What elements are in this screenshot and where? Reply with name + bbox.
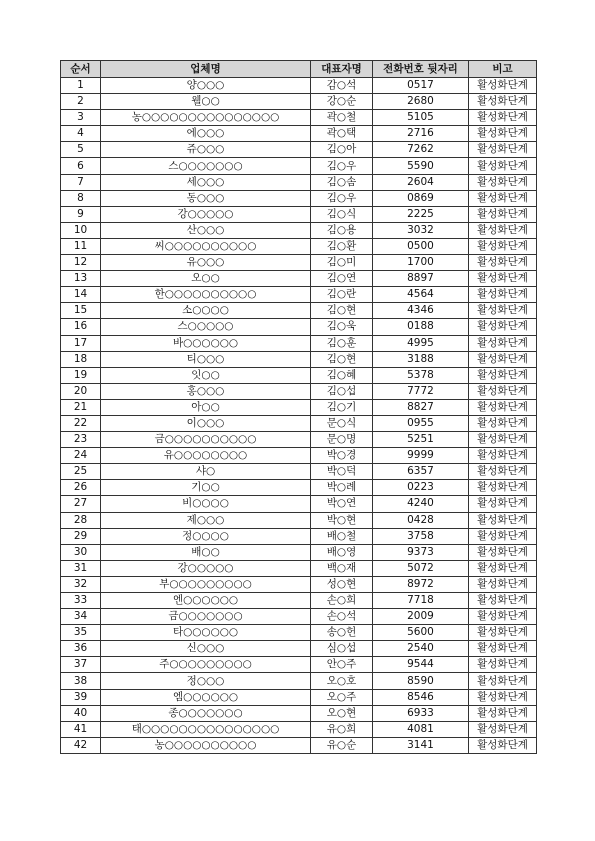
cell-company-name: 배○○ bbox=[101, 544, 311, 560]
cell-company-name: 강○○○○○ bbox=[101, 560, 311, 576]
cell-phone-last-digits: 4346 bbox=[373, 303, 469, 319]
cell-order: 24 bbox=[61, 448, 101, 464]
cell-remarks: 활성화단계 bbox=[469, 303, 537, 319]
cell-remarks: 활성화단계 bbox=[469, 657, 537, 673]
cell-representative: 오○현 bbox=[311, 705, 373, 721]
table-row bbox=[61, 576, 537, 592]
header-order: 순서 bbox=[61, 61, 101, 78]
cell-phone-last-digits: 4240 bbox=[373, 496, 469, 512]
cell-company-name: 부○○○○○○○○○ bbox=[101, 576, 311, 592]
table-row bbox=[61, 721, 537, 737]
cell-company-name: 씨○○○○○○○○○○ bbox=[101, 238, 311, 254]
cell-phone-last-digits: 7772 bbox=[373, 383, 469, 399]
cell-representative: 김○란 bbox=[311, 287, 373, 303]
cell-representative: 곽○철 bbox=[311, 110, 373, 126]
cell-phone-last-digits: 0188 bbox=[373, 319, 469, 335]
cell-representative: 유○순 bbox=[311, 737, 373, 753]
table-row bbox=[61, 689, 537, 705]
cell-phone-last-digits: 0869 bbox=[373, 190, 469, 206]
cell-representative: 오○호 bbox=[311, 673, 373, 689]
table-row bbox=[61, 78, 537, 94]
cell-order: 10 bbox=[61, 222, 101, 238]
cell-phone-last-digits: 5378 bbox=[373, 367, 469, 383]
header-phone-last-digits: 전화번호 뒷자리 bbox=[373, 61, 469, 78]
cell-representative: 김○용 bbox=[311, 222, 373, 238]
cell-representative: 유○희 bbox=[311, 721, 373, 737]
cell-order: 15 bbox=[61, 303, 101, 319]
cell-order: 23 bbox=[61, 432, 101, 448]
business-list-table bbox=[60, 60, 537, 754]
cell-order: 35 bbox=[61, 625, 101, 641]
cell-representative: 성○현 bbox=[311, 576, 373, 592]
cell-company-name: 홍○○○ bbox=[101, 383, 311, 399]
cell-phone-last-digits: 2225 bbox=[373, 206, 469, 222]
cell-remarks: 활성화단계 bbox=[469, 94, 537, 110]
cell-company-name: 타○○○○○○ bbox=[101, 625, 311, 641]
table-row bbox=[61, 206, 537, 222]
header-representative: 대표자명 bbox=[311, 61, 373, 78]
cell-remarks: 활성화단계 bbox=[469, 641, 537, 657]
cell-order: 18 bbox=[61, 351, 101, 367]
cell-remarks: 활성화단계 bbox=[469, 512, 537, 528]
cell-order: 1 bbox=[61, 78, 101, 94]
cell-remarks: 활성화단계 bbox=[469, 351, 537, 367]
cell-order: 30 bbox=[61, 544, 101, 560]
cell-order: 22 bbox=[61, 415, 101, 431]
table-row bbox=[61, 657, 537, 673]
cell-order: 37 bbox=[61, 657, 101, 673]
cell-representative: 박○연 bbox=[311, 496, 373, 512]
cell-representative: 배○철 bbox=[311, 528, 373, 544]
cell-order: 31 bbox=[61, 560, 101, 576]
table-header bbox=[61, 61, 537, 78]
cell-remarks: 활성화단계 bbox=[469, 528, 537, 544]
cell-order: 21 bbox=[61, 399, 101, 415]
cell-phone-last-digits: 6933 bbox=[373, 705, 469, 721]
cell-representative: 김○솜 bbox=[311, 174, 373, 190]
cell-order: 34 bbox=[61, 609, 101, 625]
cell-company-name: 바○○○○○○ bbox=[101, 335, 311, 351]
table-row bbox=[61, 560, 537, 576]
cell-remarks: 활성화단계 bbox=[469, 287, 537, 303]
cell-representative: 문○명 bbox=[311, 432, 373, 448]
cell-order: 32 bbox=[61, 576, 101, 592]
table-row bbox=[61, 238, 537, 254]
cell-company-name: 산○○○ bbox=[101, 222, 311, 238]
cell-remarks: 활성화단계 bbox=[469, 174, 537, 190]
cell-remarks: 활성화단계 bbox=[469, 432, 537, 448]
cell-remarks: 활성화단계 bbox=[469, 206, 537, 222]
table-row bbox=[61, 609, 537, 625]
cell-representative: 안○주 bbox=[311, 657, 373, 673]
cell-phone-last-digits: 2540 bbox=[373, 641, 469, 657]
cell-order: 2 bbox=[61, 94, 101, 110]
cell-representative: 김○욱 bbox=[311, 319, 373, 335]
cell-phone-last-digits: 5590 bbox=[373, 158, 469, 174]
table-row bbox=[61, 303, 537, 319]
cell-company-name: 종○○○○○○○ bbox=[101, 705, 311, 721]
table-row bbox=[61, 335, 537, 351]
cell-company-name: 정○○○○ bbox=[101, 528, 311, 544]
cell-order: 6 bbox=[61, 158, 101, 174]
cell-remarks: 활성화단계 bbox=[469, 705, 537, 721]
table-row bbox=[61, 528, 537, 544]
cell-order: 13 bbox=[61, 271, 101, 287]
cell-remarks: 활성화단계 bbox=[469, 238, 537, 254]
cell-company-name: 태○○○○○○○○○○○○○○○ bbox=[101, 721, 311, 737]
cell-remarks: 활성화단계 bbox=[469, 544, 537, 560]
cell-company-name: 엔○○○○○○ bbox=[101, 593, 311, 609]
cell-order: 7 bbox=[61, 174, 101, 190]
cell-company-name: 신○○○ bbox=[101, 641, 311, 657]
cell-company-name: 동○○○ bbox=[101, 190, 311, 206]
cell-remarks: 활성화단계 bbox=[469, 480, 537, 496]
cell-representative: 문○식 bbox=[311, 415, 373, 431]
cell-company-name: 정○○○ bbox=[101, 673, 311, 689]
cell-remarks: 활성화단계 bbox=[469, 689, 537, 705]
cell-representative: 박○경 bbox=[311, 448, 373, 464]
cell-company-name: 이○○○ bbox=[101, 415, 311, 431]
cell-remarks: 활성화단계 bbox=[469, 142, 537, 158]
cell-remarks: 활성화단계 bbox=[469, 721, 537, 737]
cell-order: 33 bbox=[61, 593, 101, 609]
cell-representative: 곽○택 bbox=[311, 126, 373, 142]
cell-remarks: 활성화단계 bbox=[469, 737, 537, 753]
cell-representative: 박○례 bbox=[311, 480, 373, 496]
table-row bbox=[61, 94, 537, 110]
cell-representative: 오○주 bbox=[311, 689, 373, 705]
cell-phone-last-digits: 6357 bbox=[373, 464, 469, 480]
cell-company-name: 엠○○○○○○ bbox=[101, 689, 311, 705]
cell-representative: 김○미 bbox=[311, 255, 373, 271]
cell-representative: 손○희 bbox=[311, 593, 373, 609]
cell-phone-last-digits: 9999 bbox=[373, 448, 469, 464]
cell-order: 26 bbox=[61, 480, 101, 496]
cell-remarks: 활성화단계 bbox=[469, 496, 537, 512]
cell-representative: 감○석 bbox=[311, 78, 373, 94]
table-row bbox=[61, 367, 537, 383]
cell-company-name: 유○○○○○○○○ bbox=[101, 448, 311, 464]
cell-remarks: 활성화단계 bbox=[469, 609, 537, 625]
cell-representative: 김○환 bbox=[311, 238, 373, 254]
cell-company-name: 티○○○ bbox=[101, 351, 311, 367]
table-row bbox=[61, 625, 537, 641]
cell-representative: 김○식 bbox=[311, 206, 373, 222]
cell-company-name: 주○○○○○○○○○ bbox=[101, 657, 311, 673]
cell-representative: 배○영 bbox=[311, 544, 373, 560]
cell-order: 14 bbox=[61, 287, 101, 303]
cell-phone-last-digits: 9544 bbox=[373, 657, 469, 673]
cell-company-name: 농○○○○○○○○○○ bbox=[101, 737, 311, 753]
cell-order: 20 bbox=[61, 383, 101, 399]
cell-company-name: 비○○○○ bbox=[101, 496, 311, 512]
cell-phone-last-digits: 1700 bbox=[373, 255, 469, 271]
cell-representative: 심○섭 bbox=[311, 641, 373, 657]
cell-company-name: 강○○○○○ bbox=[101, 206, 311, 222]
cell-order: 3 bbox=[61, 110, 101, 126]
cell-company-name: 소○○○○ bbox=[101, 303, 311, 319]
cell-order: 12 bbox=[61, 255, 101, 271]
table-row bbox=[61, 641, 537, 657]
cell-company-name: 스○○○○○○○ bbox=[101, 158, 311, 174]
cell-representative: 백○재 bbox=[311, 560, 373, 576]
cell-order: 11 bbox=[61, 238, 101, 254]
table-row bbox=[61, 593, 537, 609]
cell-representative: 송○헌 bbox=[311, 625, 373, 641]
cell-remarks: 활성화단계 bbox=[469, 576, 537, 592]
cell-phone-last-digits: 7718 bbox=[373, 593, 469, 609]
cell-remarks: 활성화단계 bbox=[469, 335, 537, 351]
cell-representative: 김○기 bbox=[311, 399, 373, 415]
cell-company-name: 아○○ bbox=[101, 399, 311, 415]
cell-company-name: 에○○○ bbox=[101, 126, 311, 142]
cell-phone-last-digits: 2680 bbox=[373, 94, 469, 110]
cell-remarks: 활성화단계 bbox=[469, 448, 537, 464]
cell-phone-last-digits: 2604 bbox=[373, 174, 469, 190]
cell-order: 8 bbox=[61, 190, 101, 206]
cell-order: 28 bbox=[61, 512, 101, 528]
cell-phone-last-digits: 3032 bbox=[373, 222, 469, 238]
cell-order: 39 bbox=[61, 689, 101, 705]
cell-phone-last-digits: 9373 bbox=[373, 544, 469, 560]
cell-order: 41 bbox=[61, 721, 101, 737]
cell-phone-last-digits: 5251 bbox=[373, 432, 469, 448]
cell-order: 27 bbox=[61, 496, 101, 512]
cell-remarks: 활성화단계 bbox=[469, 415, 537, 431]
cell-company-name: 쥬○○○ bbox=[101, 142, 311, 158]
cell-company-name: 금○○○○○○○○○○ bbox=[101, 432, 311, 448]
cell-representative: 박○덕 bbox=[311, 464, 373, 480]
cell-remarks: 활성화단계 bbox=[469, 593, 537, 609]
table-row bbox=[61, 174, 537, 190]
cell-phone-last-digits: 0955 bbox=[373, 415, 469, 431]
table-row bbox=[61, 271, 537, 287]
cell-remarks: 활성화단계 bbox=[469, 158, 537, 174]
cell-order: 36 bbox=[61, 641, 101, 657]
table-row bbox=[61, 319, 537, 335]
cell-representative: 김○우 bbox=[311, 190, 373, 206]
cell-company-name: 오○○ bbox=[101, 271, 311, 287]
cell-phone-last-digits: 2716 bbox=[373, 126, 469, 142]
table-row bbox=[61, 480, 537, 496]
cell-company-name: 양○○○ bbox=[101, 78, 311, 94]
cell-company-name: 금○○○○○○○ bbox=[101, 609, 311, 625]
table-row bbox=[61, 383, 537, 399]
cell-phone-last-digits: 5600 bbox=[373, 625, 469, 641]
cell-representative: 김○훈 bbox=[311, 335, 373, 351]
cell-representative: 김○현 bbox=[311, 303, 373, 319]
cell-representative: 강○순 bbox=[311, 94, 373, 110]
cell-order: 17 bbox=[61, 335, 101, 351]
cell-remarks: 활성화단계 bbox=[469, 464, 537, 480]
table-row bbox=[61, 705, 537, 721]
cell-company-name: 스○○○○○ bbox=[101, 319, 311, 335]
cell-phone-last-digits: 0517 bbox=[373, 78, 469, 94]
cell-phone-last-digits: 5072 bbox=[373, 560, 469, 576]
table-row bbox=[61, 142, 537, 158]
cell-remarks: 활성화단계 bbox=[469, 271, 537, 287]
cell-remarks: 활성화단계 bbox=[469, 190, 537, 206]
table-body bbox=[61, 78, 537, 754]
table-row bbox=[61, 126, 537, 142]
cell-representative: 김○연 bbox=[311, 271, 373, 287]
cell-representative: 김○아 bbox=[311, 142, 373, 158]
table-row bbox=[61, 222, 537, 238]
cell-order: 5 bbox=[61, 142, 101, 158]
table-row bbox=[61, 110, 537, 126]
cell-remarks: 활성화단계 bbox=[469, 383, 537, 399]
cell-representative: 손○석 bbox=[311, 609, 373, 625]
cell-phone-last-digits: 3188 bbox=[373, 351, 469, 367]
table-row bbox=[61, 255, 537, 271]
cell-phone-last-digits: 3141 bbox=[373, 737, 469, 753]
cell-company-name: 한○○○○○○○○○○ bbox=[101, 287, 311, 303]
cell-order: 4 bbox=[61, 126, 101, 142]
table-row bbox=[61, 512, 537, 528]
cell-phone-last-digits: 0500 bbox=[373, 238, 469, 254]
cell-remarks: 활성화단계 bbox=[469, 78, 537, 94]
cell-phone-last-digits: 0223 bbox=[373, 480, 469, 496]
table-row bbox=[61, 190, 537, 206]
cell-company-name: 제○○○ bbox=[101, 512, 311, 528]
cell-company-name: 샤○ bbox=[101, 464, 311, 480]
cell-order: 38 bbox=[61, 673, 101, 689]
table-row bbox=[61, 464, 537, 480]
header-remarks: 비고 bbox=[469, 61, 537, 78]
cell-phone-last-digits: 4995 bbox=[373, 335, 469, 351]
header-row bbox=[61, 61, 537, 78]
cell-phone-last-digits: 3758 bbox=[373, 528, 469, 544]
cell-phone-last-digits: 4081 bbox=[373, 721, 469, 737]
cell-remarks: 활성화단계 bbox=[469, 110, 537, 126]
cell-representative: 김○현 bbox=[311, 351, 373, 367]
cell-remarks: 활성화단계 bbox=[469, 126, 537, 142]
cell-phone-last-digits: 7262 bbox=[373, 142, 469, 158]
cell-company-name: 잇○○ bbox=[101, 367, 311, 383]
table-row bbox=[61, 287, 537, 303]
cell-order: 19 bbox=[61, 367, 101, 383]
cell-company-name: 세○○○ bbox=[101, 174, 311, 190]
cell-phone-last-digits: 4564 bbox=[373, 287, 469, 303]
cell-remarks: 활성화단계 bbox=[469, 673, 537, 689]
cell-phone-last-digits: 8546 bbox=[373, 689, 469, 705]
cell-phone-last-digits: 5105 bbox=[373, 110, 469, 126]
cell-remarks: 활성화단계 bbox=[469, 625, 537, 641]
header-company-name: 업체명 bbox=[101, 61, 311, 78]
cell-phone-last-digits: 8972 bbox=[373, 576, 469, 592]
table-row bbox=[61, 399, 537, 415]
cell-order: 42 bbox=[61, 737, 101, 753]
cell-phone-last-digits: 8897 bbox=[373, 271, 469, 287]
cell-company-name: 기○○ bbox=[101, 480, 311, 496]
table-row bbox=[61, 496, 537, 512]
cell-order: 29 bbox=[61, 528, 101, 544]
cell-remarks: 활성화단계 bbox=[469, 399, 537, 415]
cell-representative: 김○우 bbox=[311, 158, 373, 174]
cell-phone-last-digits: 2009 bbox=[373, 609, 469, 625]
table-row bbox=[61, 432, 537, 448]
cell-remarks: 활성화단계 bbox=[469, 560, 537, 576]
cell-remarks: 활성화단계 bbox=[469, 255, 537, 271]
cell-representative: 김○섭 bbox=[311, 383, 373, 399]
cell-company-name: 농○○○○○○○○○○○○○○○ bbox=[101, 110, 311, 126]
table-row bbox=[61, 448, 537, 464]
cell-phone-last-digits: 0428 bbox=[373, 512, 469, 528]
cell-remarks: 활성화단계 bbox=[469, 319, 537, 335]
cell-phone-last-digits: 8590 bbox=[373, 673, 469, 689]
cell-representative: 박○현 bbox=[311, 512, 373, 528]
table-row bbox=[61, 673, 537, 689]
cell-company-name: 유○○○ bbox=[101, 255, 311, 271]
table-row bbox=[61, 544, 537, 560]
cell-company-name: 웰○○ bbox=[101, 94, 311, 110]
table-row bbox=[61, 351, 537, 367]
cell-order: 9 bbox=[61, 206, 101, 222]
cell-order: 16 bbox=[61, 319, 101, 335]
cell-order: 40 bbox=[61, 705, 101, 721]
cell-order: 25 bbox=[61, 464, 101, 480]
cell-phone-last-digits: 8827 bbox=[373, 399, 469, 415]
table-row bbox=[61, 737, 537, 753]
table-row bbox=[61, 415, 537, 431]
cell-remarks: 활성화단계 bbox=[469, 222, 537, 238]
cell-representative: 김○혜 bbox=[311, 367, 373, 383]
cell-remarks: 활성화단계 bbox=[469, 367, 537, 383]
table-row bbox=[61, 158, 537, 174]
